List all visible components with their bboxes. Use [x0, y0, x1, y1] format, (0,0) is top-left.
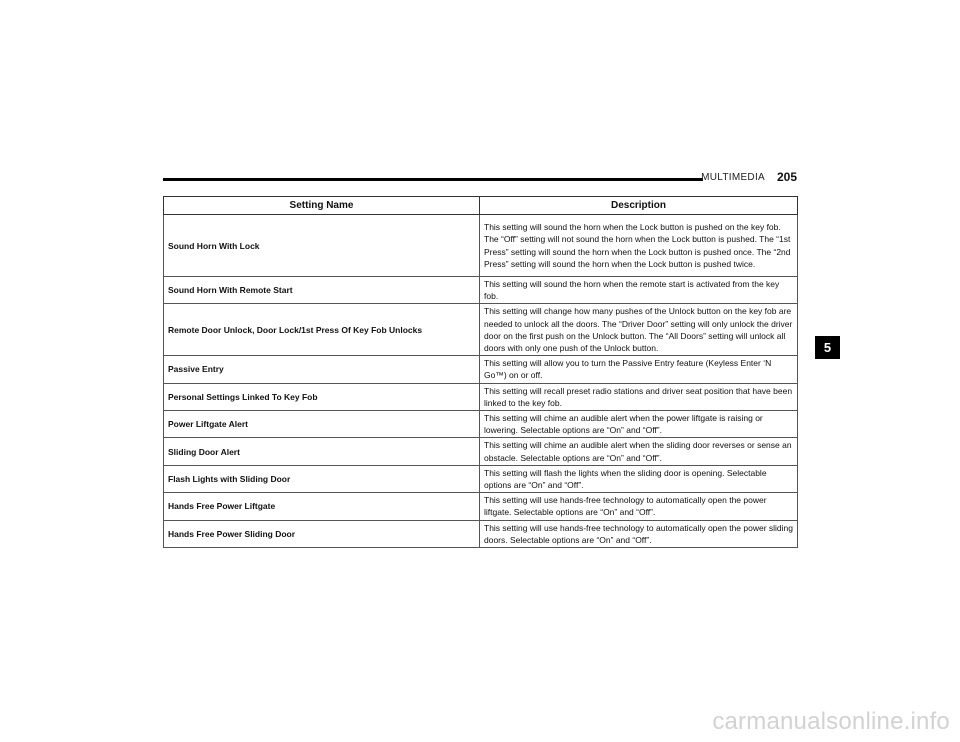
- setting-name-cell: Sound Horn With Lock: [164, 215, 480, 277]
- setting-description-cell: This setting will chime an audible alert when the power liftgate is raising or lowering. Selectable options are “On” and “Off”.: [480, 411, 798, 438]
- setting-name-cell: Personal Settings Linked To Key Fob: [164, 383, 480, 410]
- setting-description-cell: This setting will use hands-free technology to automatically open the power sliding doors. Selectable options are “On” and “Off”.: [480, 520, 798, 547]
- table-row: [164, 438, 798, 465]
- table-row: [164, 277, 798, 304]
- setting-name-cell: Power Liftgate Alert: [164, 411, 480, 438]
- setting-description-cell: This setting will chime an audible alert when the sliding door reverses or sense an obstacle. Selectable options are “On” and “Off”.: [480, 438, 798, 465]
- settings-table: [163, 196, 798, 548]
- setting-name-cell: Hands Free Power Sliding Door: [164, 520, 480, 547]
- setting-description-cell: This setting will change how many pushes of the Unlock button on the key fob are needed to unlock all the doors. The “Driver Door” setting will only unlock the driver door on the first push on the Unlock button. The “All Doors” setting will unlock all doors with only one push of the Unlock button.: [480, 304, 798, 356]
- page-number: 205: [776, 170, 797, 184]
- table-row: [164, 520, 798, 547]
- setting-name-cell: Sound Horn With Remote Start: [164, 277, 480, 304]
- table-header-row: [164, 197, 798, 215]
- setting-description-cell: This setting will allow you to turn the Passive Entry feature (Keyless Enter ‘N Go™) on or off.: [480, 356, 798, 383]
- setting-name-cell: Hands Free Power Liftgate: [164, 493, 480, 520]
- setting-description-cell: This setting will recall preset radio stations and driver seat position that have been linked to the key fob.: [480, 383, 798, 410]
- setting-description-cell: This setting will use hands-free technology to automatically open the power liftgate. Selectable options are “On” and “Off”.: [480, 493, 798, 520]
- setting-name-cell: Remote Door Unlock, Door Lock/1st Press Of Key Fob Unlocks: [164, 304, 480, 356]
- setting-name-cell: Passive Entry: [164, 356, 480, 383]
- table-row: [164, 215, 798, 277]
- page-header: [163, 169, 797, 187]
- table-row: [164, 493, 798, 520]
- table-row: [164, 465, 798, 492]
- watermark: carmanualsonline.info: [712, 708, 950, 735]
- setting-name-cell: Sliding Door Alert: [164, 438, 480, 465]
- chapter-tab: 5: [815, 336, 840, 359]
- table-row: [164, 356, 798, 383]
- setting-description-cell: This setting will sound the horn when the Lock button is pushed on the key fob. The “Off” setting will not sound the horn when the Lock button is pushed. The “1st Press” setting will sound the horn when the Lock button is pushed once. The “2nd Press” setting will sound the horn when the Lock button is pushed twice.: [480, 215, 798, 277]
- column-header-setting-name: Setting Name: [164, 197, 480, 215]
- table-row: [164, 411, 798, 438]
- table-row: [164, 383, 798, 410]
- setting-description-cell: This setting will flash the lights when the sliding door is opening. Selectable options are “On” and “Off”.: [480, 465, 798, 492]
- table-row: [164, 304, 798, 356]
- section-title: MULTIMEDIA: [701, 172, 765, 183]
- setting-description-cell: This setting will sound the horn when the remote start is activated from the key fob.: [480, 277, 798, 304]
- setting-name-cell: Flash Lights with Sliding Door: [164, 465, 480, 492]
- header-rule: [163, 178, 703, 181]
- column-header-description: Description: [480, 197, 798, 215]
